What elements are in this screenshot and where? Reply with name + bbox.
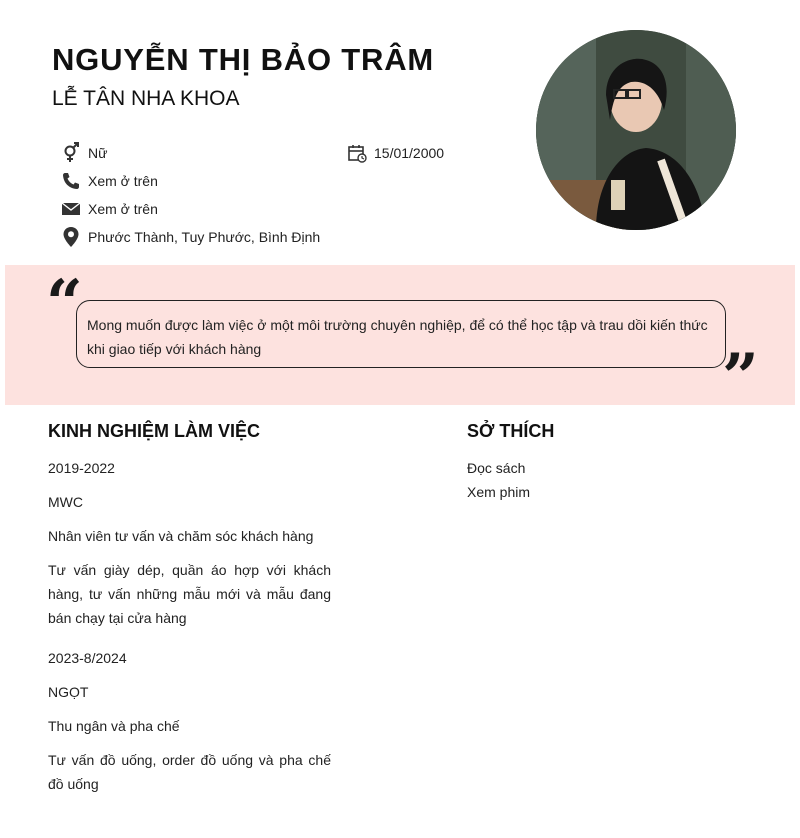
hobby-item: Xem phim — [467, 484, 531, 500]
email-value: Xem ở trên — [88, 201, 158, 217]
hobbies-title: SỞ THÍCH — [467, 421, 555, 441]
birthday-value: 15/01/2000 — [374, 145, 445, 161]
experience-1-company: MWC — [48, 494, 83, 510]
info-address — [60, 226, 320, 248]
gender-icon — [60, 142, 82, 164]
location-pin-icon — [60, 226, 82, 248]
gender-value: Nữ — [88, 145, 108, 161]
open-quote-icon: “ — [46, 266, 83, 341]
candidate-role: LỄ TÂN NHA KHOA — [52, 87, 240, 110]
experience-2-position: Thu ngân và pha chế — [48, 718, 180, 734]
profile-photo — [536, 30, 736, 230]
address-value: Phước Thành, Tuy Phước, Bình Định — [88, 229, 321, 245]
objective-text: Mong muốn được làm việc ở một môi trường chuyên nghiệp, để có thể học tập và trau dồi kiến thức khi giao tiếp với khách hàng — [87, 317, 708, 357]
experience-1-position: Nhân viên tư vấn và chăm sóc khách hàng — [48, 528, 314, 544]
info-email — [60, 198, 158, 220]
info-birthday — [346, 142, 444, 164]
close-quote-icon: ” — [722, 340, 759, 415]
experience-2-company: NGỌT — [48, 684, 89, 700]
experience-title: KINH NGHIỆM LÀM VIỆC — [48, 421, 261, 441]
candidate-name: NGUYỄN THỊ BẢO TRÂM — [52, 42, 435, 77]
calendar-icon — [346, 142, 368, 164]
experience-2-description: Tư vấn đồ uống, order đồ uống và pha chế đồ uống — [48, 752, 331, 792]
objective-box — [76, 300, 726, 368]
experience-1-period: 2019-2022 — [48, 460, 115, 476]
hobby-item: Đọc sách — [467, 460, 526, 476]
experience-2-period: 2023-8/2024 — [48, 650, 127, 666]
info-phone — [60, 170, 158, 192]
experience-1-description: Tư vấn giày dép, quần áo hợp với khách hàng, tư vấn những mẫu mới và mẫu đang bán chạy tại cửa hàng — [48, 562, 331, 626]
phone-value: Xem ở trên — [88, 173, 158, 189]
info-gender — [60, 142, 107, 164]
phone-icon — [60, 170, 82, 192]
mail-icon — [60, 198, 82, 220]
